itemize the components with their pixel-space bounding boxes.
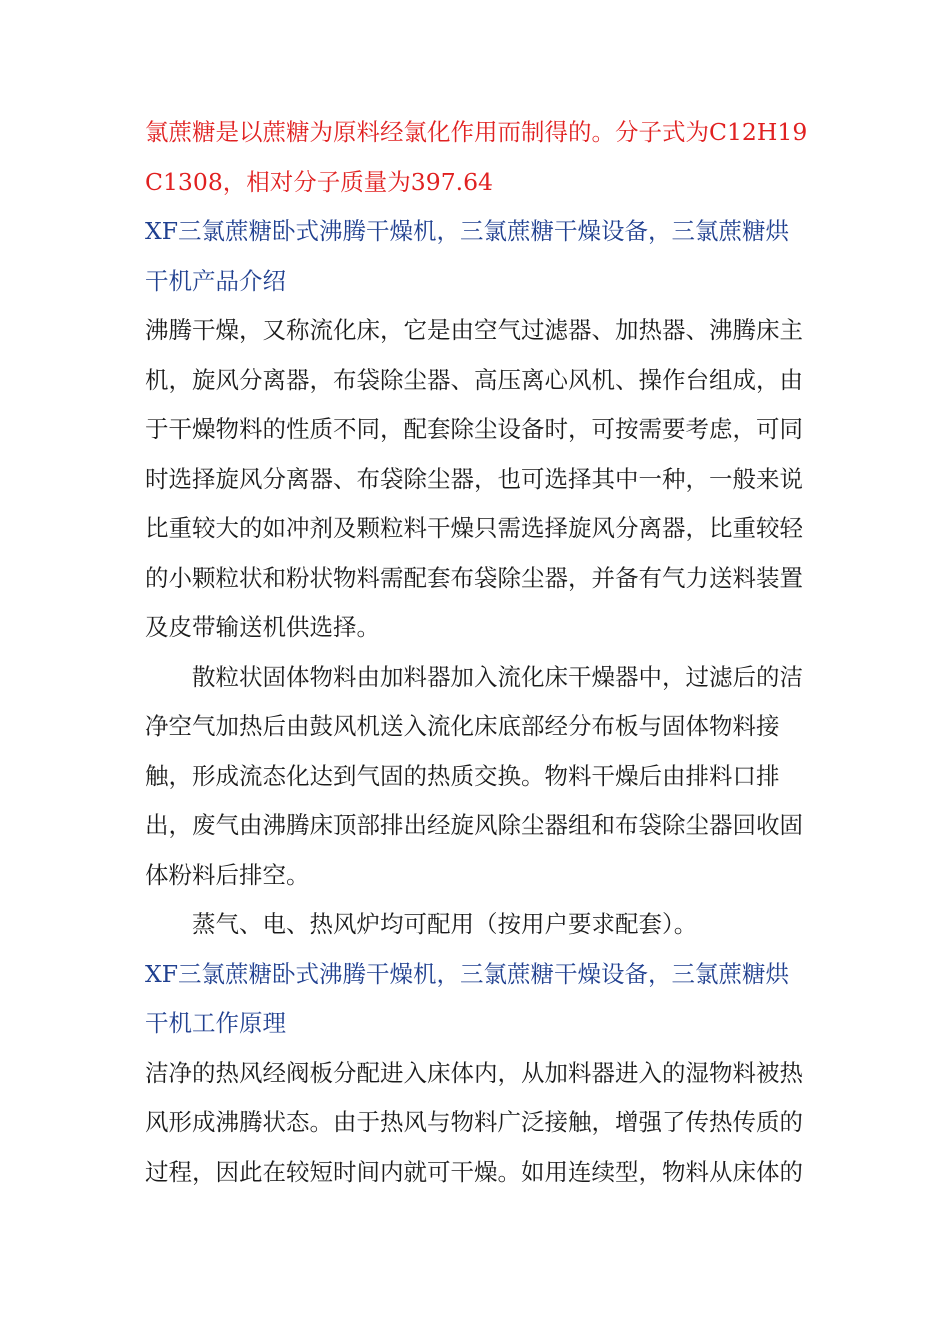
process-paragraph: 散粒状固体物料由加料器加入流化床干燥器中，过滤后的洁净空气加热后由鼓风机送入流化床底部经分布板与固体物料接触，形成流态化达到气固的热质交换。物料干燥后由排料口排出，废气由沸腾床顶部排出经旋风除尘器组和布袋除尘器回收固体粉料后排空。 [145, 662, 803, 889]
heat-source-paragraph: 蒸气、电、热风炉均可配用（按用户要求配套）。 [192, 910, 698, 938]
working-principle-heading: XF三氯蔗糖卧式沸腾干燥机，三氯蔗糖干燥设备，三氯蔗糖烘干机工作原理 [145, 959, 790, 1037]
working-principle-paragraph: 洁净的热风经阀板分配进入床体内，从加料器进入的湿物料被热风形成沸腾状态。由于热风与物料广泛接触，增强了传热传质的过程，因此在较短时间内就可干燥。如用连续型，物料从床体的 [145, 1058, 803, 1186]
fluidized-bed-paragraph: 沸腾干燥，又称流化床，它是由空气过滤器、加热器、沸腾床主机，旋风分离器，布袋除尘器、高压离心风机、操作台组成，由于干燥物料的性质不同，配套除尘设备时，可按需要考虑，可同时选择旋风分离器、布袋除尘器，也可选择其中一种，一般来说比重较大的如冲剂及颗粒料干燥只需选择旋风分离器，比重较轻的小颗粒状和粉状物料需配套布袋除尘器，并备有气力送料装置及皮带输送机供选择。 [145, 316, 803, 641]
product-intro-heading: XF三氯蔗糖卧式沸腾干燥机，三氯蔗糖干燥设备，三氯蔗糖烘干机产品介绍 [145, 217, 790, 295]
intro-paragraph: 氯蔗糖是以蔗糖为原料经氯化作用而制得的。分子式为C12H19C1308，相对分子质量为397.64 [145, 118, 808, 196]
document-page [145, 108, 810, 1197]
